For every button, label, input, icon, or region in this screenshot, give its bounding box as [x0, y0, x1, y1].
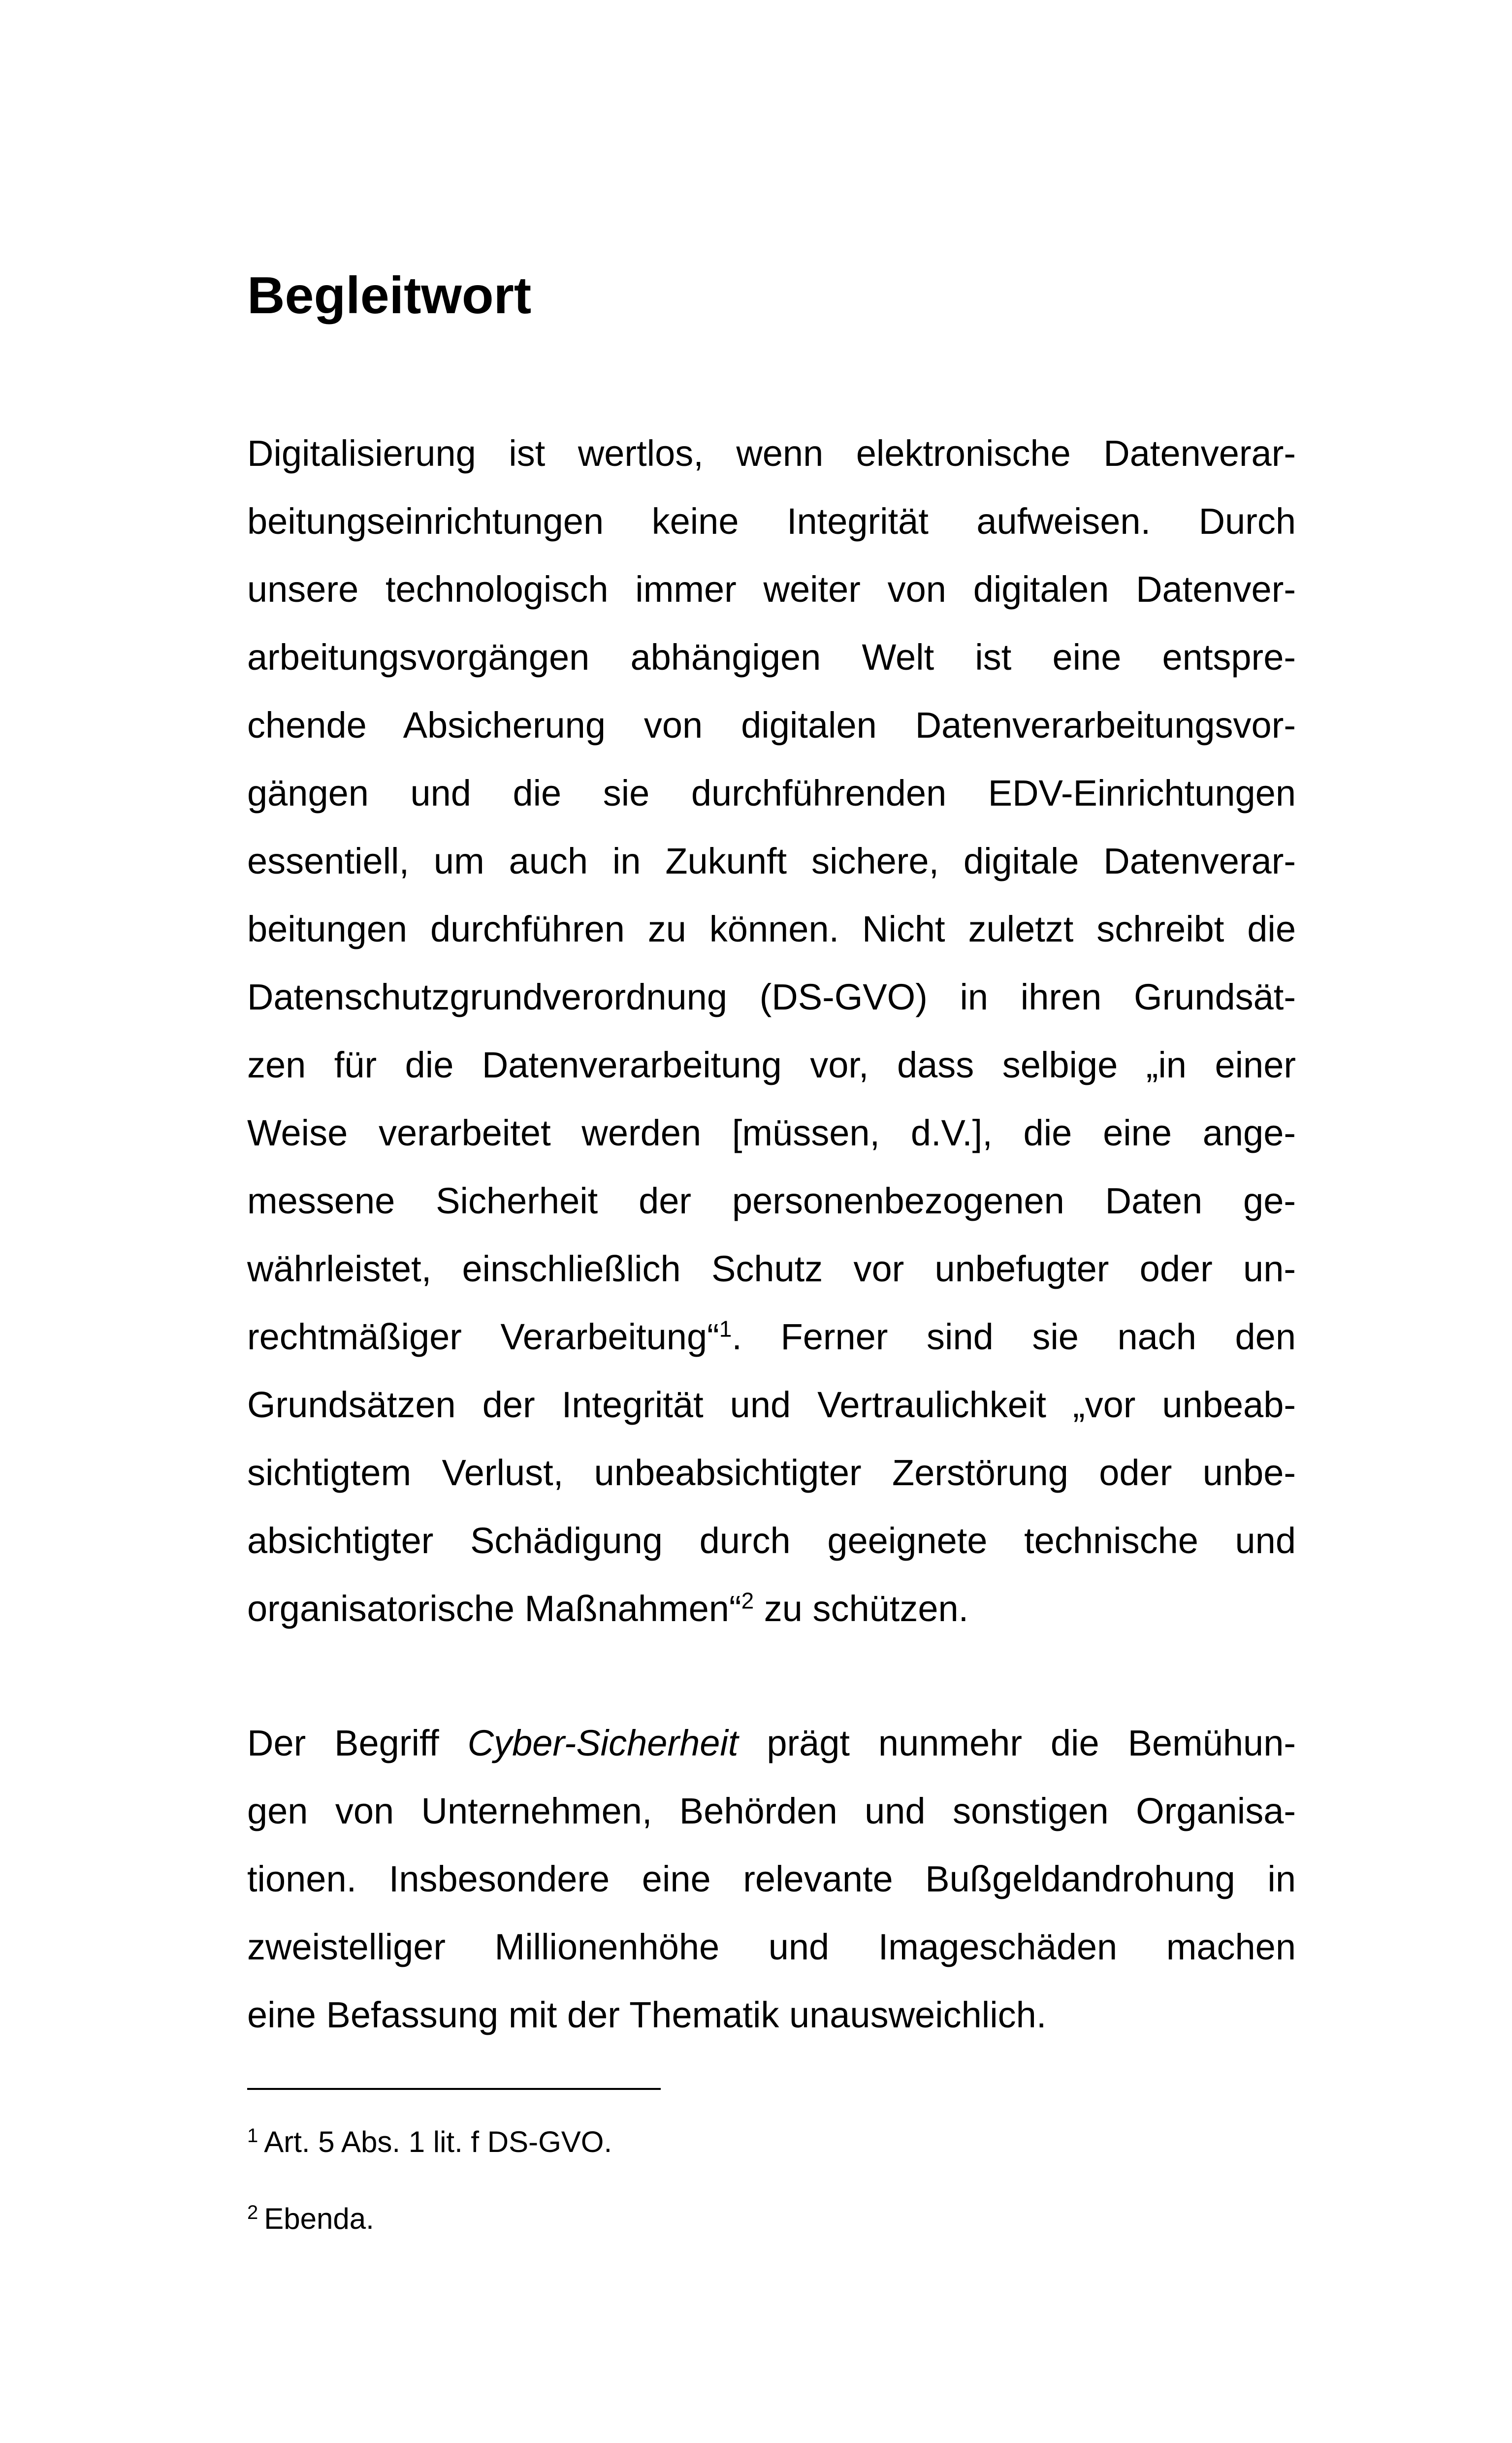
paragraph-line: chende Absicherung von digitalen Datenverarbeitungsvor-	[247, 705, 1296, 746]
footnote-marker: 1	[247, 2125, 258, 2147]
page-title: Begleitwort	[247, 266, 532, 325]
paragraph-line: messene Sicherheit der personenbezogenen Daten ge-	[247, 1180, 1296, 1221]
paragraph-line: zen für die Datenverarbeitung vor, dass selbige „in einer	[247, 1044, 1296, 1085]
paragraph-line: Weise verarbeitet werden [müssen, d.V.], die eine ange-	[247, 1112, 1296, 1153]
paragraph-line: Digitalisierung ist wertlos, wenn elektronische Datenverar-	[247, 433, 1296, 474]
paragraph-line: arbeitungsvorgängen abhängigen Welt ist eine entspre-	[247, 637, 1296, 678]
italic-term: Cyber-Sicherheit	[467, 1723, 739, 1763]
paragraph-line: unsere technologisch immer weiter von digitalen Datenver-	[247, 569, 1296, 610]
paragraph-line	[247, 1303, 1296, 1371]
footnote-reference-2[interactable]: 2	[741, 1588, 754, 1614]
footnote-marker: 2	[247, 2202, 258, 2223]
footnote-text: Ebenda.	[264, 2202, 374, 2235]
line-text: . Ferner sind sie nach den	[732, 1316, 1296, 1357]
paragraph-line: essentiell, um auch in Zukunft sichere, digitale Datenverar-	[247, 841, 1296, 881]
line-text: Der Begriff	[247, 1723, 468, 1763]
footnote-2	[247, 2199, 374, 2239]
paragraph-line: zweistelliger Millionenhöhe und Imageschäden machen	[247, 1926, 1296, 1967]
footnote-separator	[247, 2088, 661, 2090]
line-text: rechtmäßiger Verarbeitung“	[247, 1316, 719, 1357]
line-text: prägt nunmehr die Bemühun-	[738, 1723, 1296, 1763]
paragraph-line: gängen und die sie durchführenden EDV-Einrichtungen	[247, 773, 1296, 814]
paragraph-line	[247, 1709, 1296, 1777]
paragraph-2	[247, 1709, 1296, 2049]
paragraph-line: absichtigter Schädigung durch geeignete technische und	[247, 1520, 1296, 1561]
paragraph-line: beitungen durchführen zu können. Nicht zuletzt schreibt die	[247, 909, 1296, 949]
paragraph-line: sichtigtem Verlust, unbeabsichtigter Zerstörung oder unbe-	[247, 1452, 1296, 1493]
line-text: zu schützen.	[754, 1588, 969, 1629]
footnote-1	[247, 2122, 612, 2162]
paragraph-line: Datenschutzgrundverordnung (DS-GVO) in ihren Grundsät-	[247, 977, 1296, 1017]
paragraph-line: beitungseinrichtungen keine Integrität aufweisen. Durch	[247, 501, 1296, 542]
footnote-text: Art. 5 Abs. 1 lit. f DS-GVO.	[264, 2125, 612, 2158]
footnote-reference-1[interactable]: 1	[719, 1316, 732, 1342]
paragraph-line: Grundsätzen der Integrität und Vertraulichkeit „vor unbeab-	[247, 1384, 1296, 1425]
line-text: organisatorische Maßnahmen“	[247, 1588, 741, 1629]
paragraph-line: gen von Unternehmen, Behörden und sonstigen Organisa-	[247, 1791, 1296, 1831]
paragraph-line: eine Befassung mit der Thematik unausweichlich.	[247, 1994, 1047, 2035]
paragraph-line: tionen. Insbesondere eine relevante Bußgeldandrohung in	[247, 1858, 1296, 1899]
paragraph-1	[247, 420, 1296, 1643]
paragraph-line: währleistet, einschließlich Schutz vor unbefugter oder un-	[247, 1248, 1296, 1289]
paragraph-line	[247, 1575, 1296, 1643]
